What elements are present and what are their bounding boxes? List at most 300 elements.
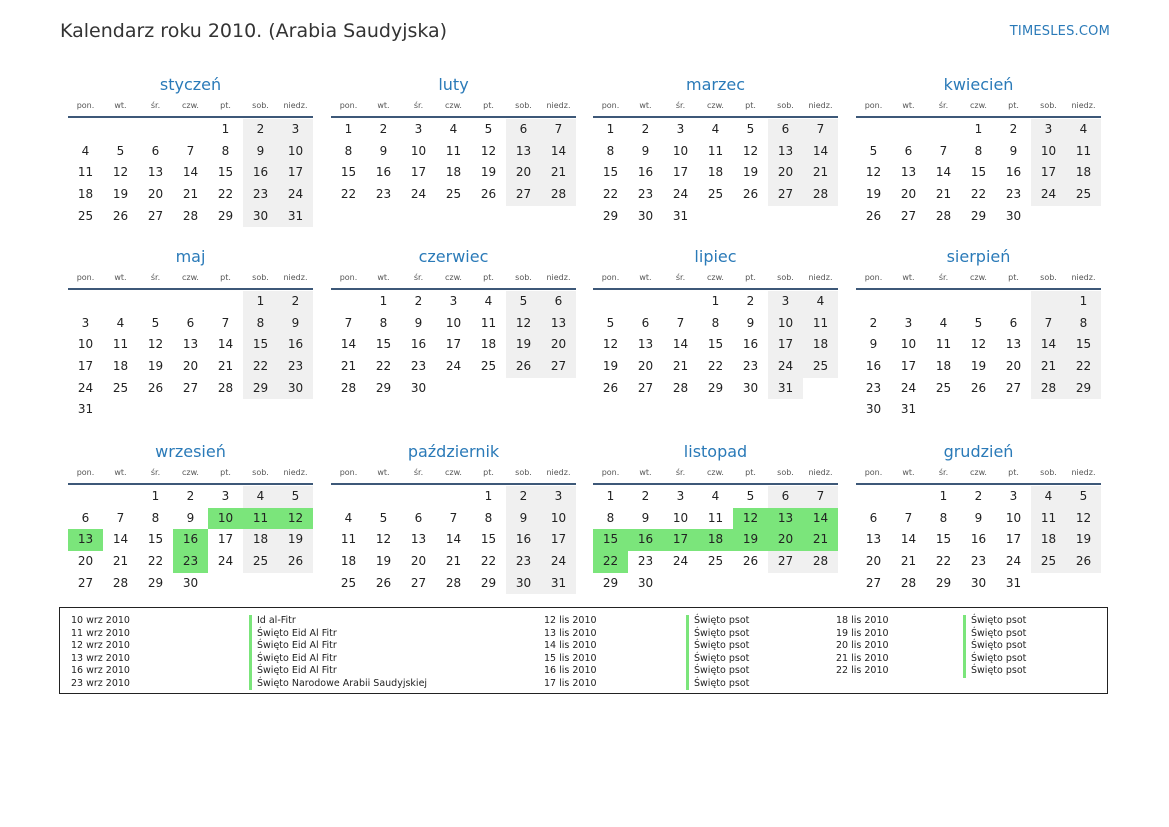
legend-dates-column [836,615,889,678]
day-cell: 24 [672,554,689,569]
day-cell: 4 [803,291,838,313]
day-cell: 21 [935,187,952,202]
day-cell: 10 [1031,141,1066,163]
legend-dates-column [544,615,597,690]
empty-cell [103,486,138,508]
day-cell: 16 [628,529,663,551]
month-name: grudzień [943,442,1014,461]
month-name: maj [175,247,206,266]
day-cell: 14 [445,532,462,547]
weekday-label: czw. [707,273,724,282]
day-cell: 19 [506,334,541,356]
day-cell: 23 [243,184,278,206]
day-cell: 12 [733,508,768,530]
legend-holiday-name: Święto psot [963,665,1026,678]
weekday-header [331,98,576,114]
weekday-label: śr. [938,273,949,282]
day-cell: 5 [151,315,160,330]
day-cell: 4 [939,315,948,330]
day-cell: 19 [278,529,313,551]
day-cell: 17 [768,334,803,356]
day-cell: 19 [112,187,129,202]
legend-date: 14 lis 2010 [544,640,597,651]
weekday-label: sob. [515,468,532,477]
day-cell: 28 [445,575,462,590]
weekday-label: czw. [182,273,199,282]
day-cell: 23 [375,187,392,202]
day-cell: 7 [676,315,685,330]
day-cell: 31 [900,402,917,417]
weekday-label: wt. [114,468,127,477]
month-5 [68,245,313,421]
day-cell: 11 [340,532,357,547]
day-cell: 8 [974,143,983,158]
weekday-label: czw. [707,468,724,477]
weekday-label: sob. [1040,273,1057,282]
day-cell: 26 [375,575,392,590]
weekday-label: pt. [745,101,756,110]
day-cell: 14 [182,165,199,180]
day-cell: 12 [742,143,759,158]
day-cell: 19 [602,359,619,374]
day-grid [593,119,838,227]
day-cell: 2 [641,489,650,503]
day-cell: 23 [970,554,987,569]
day-cell: 3 [449,294,458,308]
legend-date: 16 lis 2010 [544,665,597,676]
day-cell: 18 [698,529,733,551]
day-cell: 8 [939,510,948,525]
empty-cell [331,486,366,508]
weekday-label: śr. [413,101,424,110]
day-cell: 12 [865,165,882,180]
day-cell: 20 [1005,359,1022,374]
day-cell: 6 [641,315,650,330]
header-rule [331,288,576,290]
day-cell: 16 [375,165,392,180]
day-cell: 11 [112,337,129,352]
legend-dates-column [71,615,130,690]
day-grid [331,291,576,399]
month-name: marzec [685,75,745,94]
weekday-label: niedz. [546,101,571,110]
day-cell: 5 [746,122,755,136]
day-cell: 5 [974,315,983,330]
weekday-label: czw. [970,101,987,110]
empty-cell [331,291,366,313]
day-cell: 31 [768,378,803,400]
day-cell: 6 [869,510,878,525]
day-cell: 31 [1005,575,1022,590]
day-cell: 18 [243,529,278,551]
day-cell: 21 [900,554,917,569]
weekday-label: pt. [220,101,231,110]
month-name: wrzesień [155,442,226,461]
day-cell: 26 [742,554,759,569]
day-cell: 22 [243,356,278,378]
weekday-label: niedz. [808,468,833,477]
day-cell: 18 [1066,162,1101,184]
day-cell: 15 [593,529,628,551]
day-cell: 15 [935,532,952,547]
day-cell: 13 [182,337,199,352]
day-cell: 5 [506,291,541,313]
day-cell: 7 [221,315,230,330]
weekday-label: pon. [864,273,883,282]
day-cell: 12 [506,313,541,335]
day-cell: 6 [904,143,913,158]
day-cell: 7 [116,510,125,525]
day-cell: 19 [970,359,987,374]
weekday-label: sob. [252,273,269,282]
day-cell: 18 [445,165,462,180]
weekday-label: sob. [1040,468,1057,477]
weekday-label: śr. [150,468,161,477]
day-cell: 1 [606,122,615,136]
day-cell: 28 [935,208,952,223]
weekday-label: niedz. [546,468,571,477]
empty-cell [103,119,138,141]
day-cell: 6 [81,510,90,525]
day-cell: 30 [278,378,313,400]
day-cell: 25 [77,208,94,223]
weekday-label: niedz. [546,273,571,282]
weekday-label: czw. [182,101,199,110]
day-cell: 2 [186,489,195,503]
day-cell: 28 [112,575,129,590]
day-cell: 6 [768,486,803,508]
legend-holiday-name: Święto Narodowe Arabii Saudyjskiej [249,678,427,691]
day-cell: 2 [641,122,650,136]
day-cell: 9 [506,508,541,530]
weekday-label: śr. [413,273,424,282]
day-cell: 16 [410,337,427,352]
holiday-legend [59,607,1108,694]
weekday-label: wt. [639,101,652,110]
day-cell: 10 [445,315,462,330]
weekday-label: niedz. [283,273,308,282]
month-1 [68,73,313,227]
weekday-label: czw. [445,101,462,110]
day-cell: 29 [935,575,952,590]
day-cell: 2 [746,294,755,308]
day-cell: 15 [147,532,164,547]
day-cell: 16 [865,359,882,374]
day-cell: 20 [410,554,427,569]
day-cell: 18 [112,359,129,374]
weekday-label: niedz. [1071,101,1096,110]
weekday-label: pon. [339,468,358,477]
legend-names-column [963,615,1026,678]
day-cell: 7 [449,510,458,525]
day-cell: 25 [340,575,357,590]
day-cell: 15 [707,337,724,352]
day-cell: 7 [541,119,576,141]
day-cell: 16 [970,532,987,547]
weekday-header [68,98,313,114]
day-cell: 19 [147,359,164,374]
empty-cell [593,291,628,313]
day-cell: 26 [865,208,882,223]
day-cell: 13 [147,165,164,180]
day-cell: 12 [970,337,987,352]
day-cell: 7 [803,119,838,141]
day-cell: 3 [676,489,685,503]
page-title: Kalendarz roku 2010. (Arabia Saudyjska) [60,20,448,42]
header-rule [68,288,313,290]
weekday-label: pon. [601,101,620,110]
legend-holiday-name: Święto psot [686,615,749,628]
day-cell: 3 [1009,489,1018,503]
day-cell: 21 [803,529,838,551]
legend-date: 17 lis 2010 [544,677,597,689]
day-cell: 29 [217,208,234,223]
day-cell: 27 [147,208,164,223]
day-cell: 8 [344,143,353,158]
header-rule [856,288,1101,290]
day-cell: 19 [733,529,768,551]
weekday-label: czw. [970,273,987,282]
site-link[interactable]: TIMESLES.COM [1009,24,1110,39]
empty-cell [138,119,173,141]
weekday-header [856,465,1101,481]
day-cell: 23 [173,551,208,573]
day-cell: 13 [637,337,654,352]
day-cell: 21 [1031,356,1066,378]
legend-holiday-name: Święto psot [963,653,1026,666]
weekday-label: czw. [970,468,987,477]
day-cell: 21 [803,162,838,184]
legend-date: 18 lis 2010 [836,615,889,626]
month-8 [856,245,1101,421]
day-cell: 19 [1066,529,1101,551]
day-cell: 17 [77,359,94,374]
day-cell: 25 [707,187,724,202]
month-9 [68,440,313,594]
day-cell: 13 [768,141,803,163]
weekday-label: wt. [902,101,915,110]
day-cell: 16 [1005,165,1022,180]
day-cell: 22 [707,359,724,374]
weekday-label: niedz. [808,101,833,110]
weekday-header [856,270,1101,286]
day-cell: 6 [506,119,541,141]
day-cell: 9 [746,315,755,330]
day-cell: 8 [711,315,720,330]
legend-holiday-name: Święto Eid Al Fitr [249,665,427,678]
weekday-label: niedz. [1071,273,1096,282]
day-cell: 11 [1066,141,1101,163]
day-cell: 25 [243,551,278,573]
day-cell: 2 [379,122,388,136]
day-cell: 5 [606,315,615,330]
weekday-label: śr. [938,468,949,477]
day-grid [331,486,576,594]
day-cell: 15 [970,165,987,180]
header-rule [68,483,313,485]
day-cell: 14 [340,337,357,352]
empty-cell [926,291,961,313]
empty-cell [436,486,471,508]
day-cell: 4 [1066,119,1101,141]
day-cell: 20 [768,162,803,184]
legend-date: 23 wrz 2010 [71,677,130,689]
weekday-header [593,270,838,286]
day-cell: 20 [768,529,803,551]
day-cell: 19 [865,187,882,202]
weekday-label: sob. [252,101,269,110]
day-cell: 24 [278,184,313,206]
day-cell: 26 [602,380,619,395]
day-cell: 28 [900,575,917,590]
weekday-label: wt. [114,273,127,282]
weekday-label: sob. [1040,101,1057,110]
day-cell: 17 [278,162,313,184]
weekday-label: czw. [182,468,199,477]
day-cell: 1 [711,294,720,308]
day-cell: 5 [484,122,493,136]
month-name: październik [407,442,500,461]
day-cell: 17 [663,529,698,551]
day-cell: 13 [768,508,803,530]
day-cell: 20 [182,359,199,374]
weekday-header [593,98,838,114]
day-cell: 24 [77,380,94,395]
weekday-label: śr. [150,101,161,110]
empty-cell [366,486,401,508]
day-cell: 24 [217,554,234,569]
day-cell: 2 [506,486,541,508]
day-cell: 29 [480,575,497,590]
day-cell: 1 [974,122,983,136]
day-cell: 3 [81,315,90,330]
header-rule [331,483,576,485]
day-cell: 10 [208,508,243,530]
month-4 [856,73,1101,227]
day-cell: 16 [278,334,313,356]
day-cell: 24 [410,187,427,202]
day-cell: 5 [379,510,388,525]
day-cell: 8 [606,143,615,158]
weekday-label: wt. [377,273,390,282]
day-cell: 17 [217,532,234,547]
day-cell: 4 [711,122,720,136]
day-cell: 9 [1009,143,1018,158]
day-cell: 23 [1005,187,1022,202]
legend-date: 10 wrz 2010 [71,615,130,626]
day-cell: 17 [672,165,689,180]
day-cell: 15 [217,165,234,180]
day-cell: 24 [768,356,803,378]
empty-cell [926,119,961,141]
day-cell: 23 [865,380,882,395]
day-cell: 12 [480,143,497,158]
day-cell: 28 [340,380,357,395]
weekday-label: wt. [114,101,127,110]
day-cell: 27 [410,575,427,590]
day-cell: 23 [410,359,427,374]
day-cell: 1 [939,489,948,503]
day-cell: 28 [217,380,234,395]
weekday-label: pt. [1008,273,1019,282]
empty-cell [961,291,996,313]
day-cell: 26 [112,208,129,223]
day-cell: 24 [1031,184,1066,206]
day-cell: 12 [147,337,164,352]
day-cell: 5 [869,143,878,158]
day-cell: 1 [243,291,278,313]
day-cell: 27 [900,208,917,223]
empty-cell [138,291,173,313]
day-cell: 16 [506,529,541,551]
day-cell: 15 [243,334,278,356]
weekday-header [331,465,576,481]
weekday-label: niedz. [808,273,833,282]
day-cell: 14 [112,532,129,547]
day-cell: 7 [939,143,948,158]
legend-names-column [686,615,749,690]
day-cell: 6 [151,143,160,158]
legend-date: 19 lis 2010 [836,627,889,639]
weekday-label: wt. [377,101,390,110]
day-cell: 8 [1066,313,1101,335]
weekday-label: pt. [1008,101,1019,110]
day-cell: 1 [379,294,388,308]
day-cell: 25 [112,380,129,395]
day-cell: 5 [746,489,755,503]
day-cell: 3 [904,315,913,330]
day-cell: 31 [541,573,576,595]
day-cell: 27 [865,575,882,590]
day-cell: 6 [541,291,576,313]
legend-date: 13 wrz 2010 [71,652,130,664]
day-cell: 25 [935,380,952,395]
legend-date: 20 lis 2010 [836,640,889,651]
header-rule [331,116,576,118]
weekday-header [68,270,313,286]
day-cell: 23 [742,359,759,374]
day-cell: 23 [278,356,313,378]
weekday-label: śr. [675,101,686,110]
legend-date: 15 lis 2010 [544,652,597,664]
day-cell: 4 [243,486,278,508]
day-cell: 7 [904,510,913,525]
legend-date: 22 lis 2010 [836,665,889,676]
day-cell: 3 [676,122,685,136]
day-cell: 30 [970,575,987,590]
day-cell: 8 [221,143,230,158]
month-name: styczeń [159,75,222,94]
header-rule [593,483,838,485]
day-cell: 9 [641,510,650,525]
weekday-label: pt. [220,273,231,282]
empty-cell [856,291,891,313]
day-cell: 30 [637,208,654,223]
day-cell: 8 [151,510,160,525]
legend-holiday-name: Święto psot [963,615,1026,628]
day-cell: 9 [278,313,313,335]
day-cell: 21 [112,554,129,569]
day-cell: 19 [742,165,759,180]
day-cell: 3 [221,489,230,503]
day-cell: 6 [1009,315,1018,330]
empty-cell [173,291,208,313]
day-cell: 13 [541,313,576,335]
day-cell: 15 [1066,334,1101,356]
day-cell: 4 [1031,486,1066,508]
day-grid [593,291,838,399]
day-cell: 11 [803,313,838,335]
